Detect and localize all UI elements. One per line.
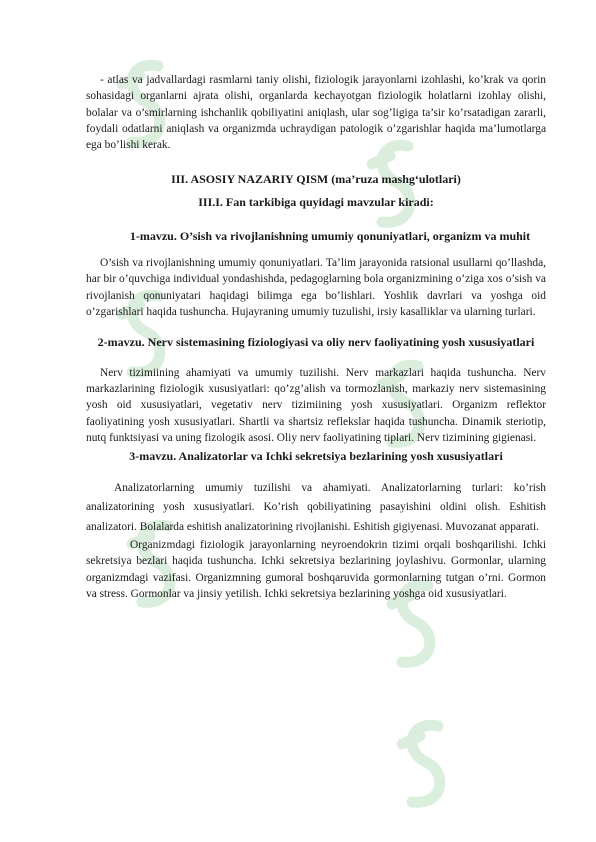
topic-2-body: Nerv tizimiining ahamiyati va umumiy tuzilishi. Nerv markazlari haqida tushuncha. Nerv markazlarining fiziologik xususiyatlari: qo’zg’alish va tormozlanish, markaziy nerv sistemasining yosh oid xususiyatlari, vegetativ nerv tizimiining yosh xususiyatlari. Organizm reflektor faoliyatining yosh xususiyatlari. Shartli va shartsiz reflekslar haqida tushuncha. Dinamik steriotip, nutq funktsiyasi va uning fizologik asosi. Oliy nerv faoliyatining tiplari. Nerv tizimining gigienasi. (86, 366, 546, 444)
page-content (86, 72, 546, 602)
intro-paragraph: - atlas va jadvallardagi rasmlarni taniy olishi, fiziologik jarayonlarni izohlashi, ko’krak va qorin sohasidagi organlarni ajrata olishi, organlarda kechayotgan fiziologik holatlarni izohlay olishi, bolalar va o’smirlarning ishchanlik qobiliyatini aniqlash, ular sog’ligiga ta’sir ko’rsatadigan zararli, foydali odatlarni aniqlash va organizmda uchraydigan patologik o’zgarishlar haqida ma’lumotlarga ega bo’lishi kerak. (86, 74, 546, 152)
topic-3-body-continued: Organizmdagi fiziologik jarayonlarning neyroendokrin tizimi orqali boshqarilishi. Ichki sekretsiya bezlari haqida tushuncha. Ichki sekretsiya bezlarining joylashivu. Gormonlar, ularning organizmdagi vazifasi. Organizmning gumoral boshqaruvida gormonlarning tutgan o’rni. Gormon va stress. Gormonlar va jinsiy yetilish. Ichki sekretsiya bezlarining yoshga oid xususiyatlari. (86, 539, 546, 601)
topic-2-heading: 2-mavzu. Nerv sistemasining fiziologiyasi va oliy nerv faoliyatining yosh xususiyatlari (97, 335, 535, 350)
section-title: III. ASOSIY NAZARIY QISM (ma’ruza mashg‘ulotlari) (171, 172, 461, 187)
topic-1-heading: 1-mavzu. O’sish va rivojlanishning umumiy qonuniyatlari, organizm va muhit (129, 229, 531, 244)
topic-1-body: O’sish va rivojlanishning umumiy qonuniyatlari. Ta’lim jarayonida ratsional usullarni qo’llashda, har bir o’quvchiga individual yondashishda, pedagoglarning bola organizmining o’ziga xos o’sish va rivojlanish qonuniyatari haqidagi bilimga ega bo’lishlari. Yoshlik davrlari va yoshga oid o’zgarishlari haqida tushuncha. Hujayraning umumiy tuzulishi, irsiy kasalliklar va ularning turlari. (86, 256, 546, 318)
topic-3-heading: 3-mavzu. Analizatorlar va Ichki sekretsiya bezlarining yosh xususiyatlari (129, 449, 503, 464)
topic-3-body: Analizatorlarning umumiy tuzilishi va ahamiyati. Analizatorlarning turlari: ko’rish analizatorining yosh xususiyatlari. Ko’rish qobiliyatining pasayishini oldini olish. Eshitish analizatori. Bolalarda eshitish analizatorining rivojlanishi. Eshitish gigiyenasi. Muvozanat apparati. (86, 481, 546, 533)
subsection-title: III.I. Fan tarkibiga quyidagi mavzular kiradi: (198, 194, 434, 209)
